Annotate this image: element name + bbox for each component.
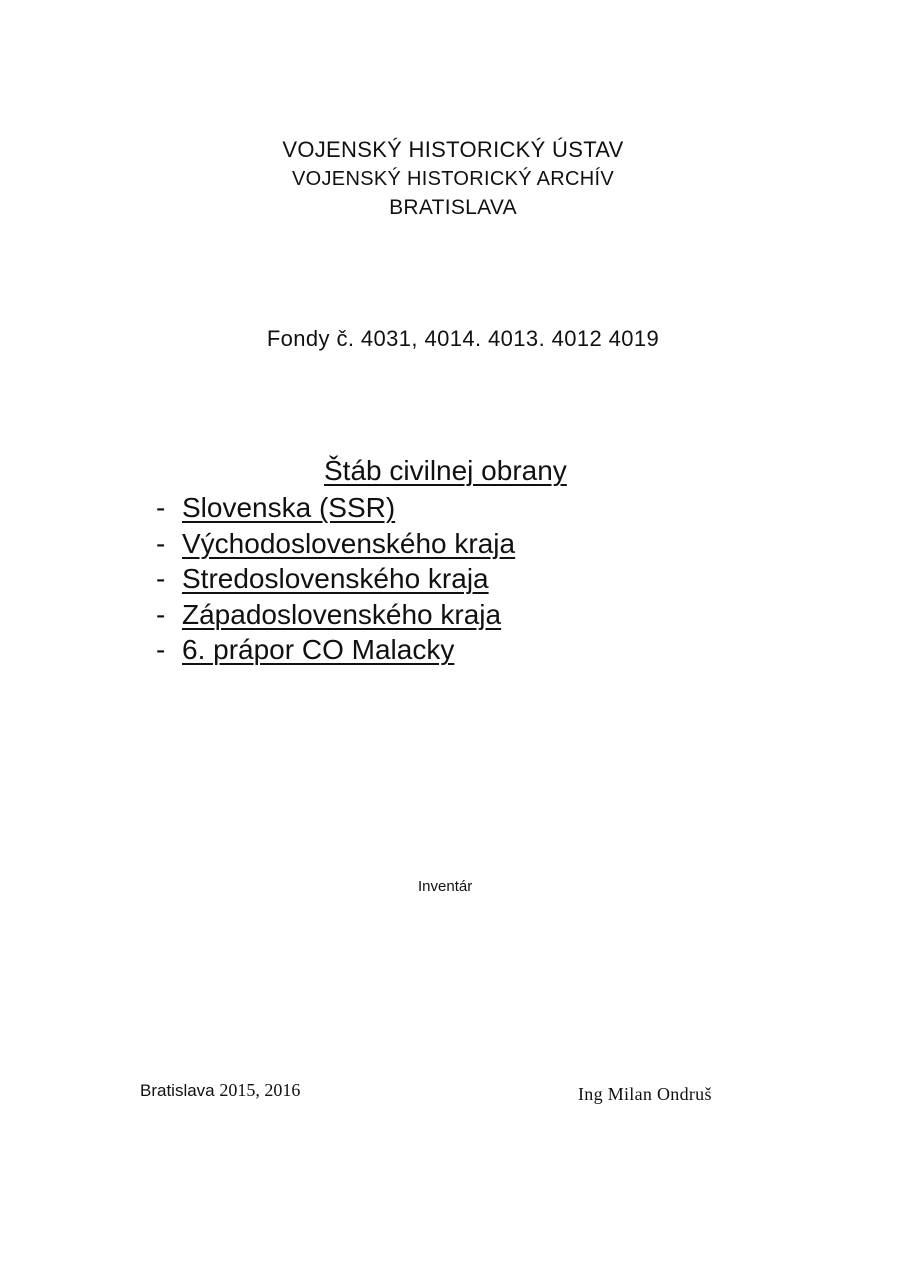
list-item-text: 6. prápor CO Malacky [182, 634, 455, 665]
author-name: Ing Milan Ondruš [578, 1084, 712, 1104]
list-dash: - [156, 492, 166, 523]
list-item [156, 561, 515, 597]
list-item [156, 632, 515, 668]
fonds-numbers: Fondy č. 4031, 4014. 4013. 4012 4019 [266, 326, 660, 351]
list-item [156, 597, 515, 633]
archive-name: VOJENSKÝ HISTORICKÝ ARCHÍV [292, 168, 614, 190]
place-name: Bratislava [140, 1081, 215, 1100]
list-dash: - [156, 598, 166, 630]
document-type: Inventár [418, 878, 473, 895]
city-name: BRATISLAVA [389, 196, 517, 219]
years: 2015, 2016 [219, 1080, 301, 1100]
institute-name: VOJENSKÝ HISTORICKÝ ÚSTAV [282, 137, 624, 162]
list-item-text: Východoslovenského kraja [182, 527, 516, 559]
list-dash: - [156, 634, 166, 665]
list-item-text: Stredoslovenského kraja [182, 563, 489, 594]
units-list [156, 490, 515, 668]
document-title: Štáb civilnej obrany [324, 455, 567, 486]
list-item-text: Západoslovenského kraja [182, 598, 502, 630]
list-item-text: Slovenska (SSR) [182, 492, 396, 523]
list-dash: - [156, 563, 166, 594]
list-item [156, 526, 515, 562]
list-dash: - [156, 527, 166, 559]
place-and-year [140, 1080, 300, 1101]
list-item [156, 490, 515, 526]
